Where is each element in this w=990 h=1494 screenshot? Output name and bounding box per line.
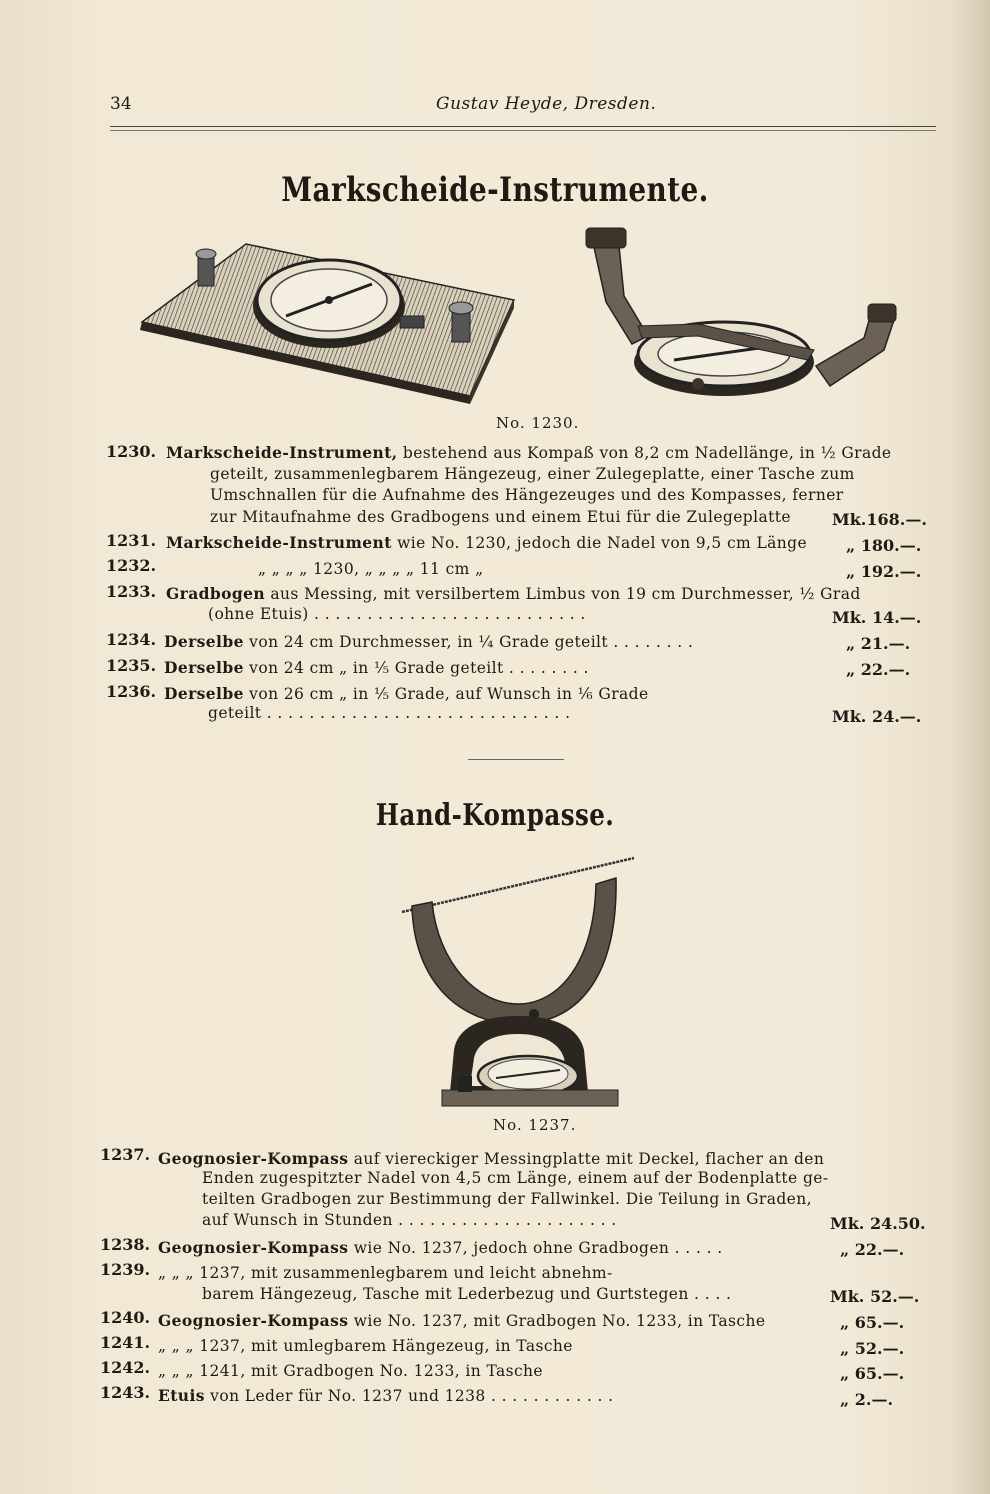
entry-number: 1243. [100, 1383, 151, 1402]
price-value: 52.—. [869, 1287, 920, 1306]
entry-line: zur Mitaufnahme des Gradbogens und einem Etui für die Zulegeplatte [210, 508, 791, 526]
hanging-compass-illustration [578, 226, 904, 402]
header-rule [110, 126, 936, 127]
entry-number: 1234. [106, 630, 157, 649]
entry-title: Derselbe [164, 684, 244, 703]
compass-plate-illustration [136, 236, 516, 406]
price-prefix: „ [840, 1240, 850, 1259]
entry-title: Gradbogen [166, 584, 266, 603]
price-value: 24.50. [869, 1214, 926, 1233]
price-prefix: Mk. [830, 1214, 865, 1233]
figure-caption-1237: No. 1237. [493, 1116, 577, 1134]
entry-price [832, 608, 921, 627]
entry-title: Derselbe [164, 658, 244, 677]
price-prefix: „ [840, 1313, 850, 1332]
entry-line: geteilt . . . . . . . . . . . . . . . . . . . . . . . . . . . . . [208, 704, 571, 722]
price-value: 168.—. [866, 510, 927, 529]
section-title-markscheide: Markscheide-Instrumente. [281, 170, 709, 210]
price-prefix: Mk. [832, 707, 867, 726]
entry-number: 1237. [100, 1145, 151, 1164]
price-prefix: „ [846, 562, 856, 581]
entry-number: 1231. [106, 531, 157, 550]
price-prefix: „ [846, 660, 856, 679]
entry-line [166, 584, 861, 603]
entry-title: Markscheide-Instrument [166, 533, 392, 552]
price-value: 52.—. [854, 1339, 905, 1358]
section-title-hand-kompasse: Hand-Kompasse. [375, 798, 615, 833]
entry-line: geteilt, zusammenlegbarem Hängezeug, einer Zulegeplatte, einer Tasche zum [210, 465, 855, 483]
entry-text: von 26 cm „ in ⅕ Grade, auf Wunsch in ⅙ Grade [243, 685, 649, 703]
entry-number: 1236. [106, 682, 157, 701]
price-value: 24.—. [871, 707, 922, 726]
entry-title: Geognosier-Kompass [158, 1238, 349, 1257]
entry-title: Geognosier-Kompass [158, 1149, 349, 1168]
entry-price [840, 1339, 904, 1358]
page-edge-shadow [950, 0, 990, 1494]
entry-number: 1239. [100, 1260, 151, 1279]
price-value: 65.—. [854, 1364, 905, 1383]
price-prefix: „ [846, 634, 856, 653]
price-prefix: Mk. [832, 510, 867, 529]
entry-price [840, 1390, 893, 1409]
entry-price [832, 707, 921, 726]
price-prefix: „ [840, 1339, 850, 1358]
running-title: Gustav Heyde, Dresden. [436, 94, 657, 114]
entry-line [166, 533, 807, 552]
entry-price [840, 1240, 904, 1259]
entry-text: von 24 cm Durchmesser, in ¼ Grade geteilt . . . . . . . . [243, 633, 694, 651]
entry-text: wie No. 1237, jedoch ohne Gradbogen . . . . . [348, 1239, 723, 1257]
entry-line: „ „ „ 1237, mit zusammenlegbarem und leicht abnehm- [158, 1264, 613, 1282]
entry-price [846, 634, 910, 653]
entry-text: wie No. 1230, jedoch die Nadel von 9,5 cm Länge [391, 534, 808, 552]
entry-number: 1238. [100, 1235, 151, 1254]
entry-line: „ „ „ 1241, mit Gradbogen No. 1233, in Tasche [158, 1362, 544, 1380]
price-prefix: „ [840, 1364, 850, 1383]
entry-price [840, 1364, 904, 1383]
entry-price [846, 660, 910, 679]
price-value: 65.—. [854, 1313, 905, 1332]
entry-line: (ohne Etuis) . . . . . . . . . . . . . . . . . . . . . . . . . . [208, 605, 586, 623]
entry-text: von 24 cm „ in ⅕ Grade geteilt . . . . . . . . [243, 659, 589, 677]
entry-line [164, 658, 589, 677]
entry-line: Enden zugespitzter Nadel von 4,5 cm Länge, einem auf der Bodenplatte ge- [202, 1169, 829, 1187]
price-value: 21.—. [860, 634, 911, 653]
page-number: 34 [110, 94, 132, 114]
header-rule-thin [110, 130, 936, 131]
entry-price [830, 1287, 919, 1306]
entry-title: Etuis [158, 1386, 205, 1405]
entry-line [164, 684, 649, 703]
entry-number: 1235. [106, 656, 157, 675]
price-value: 22.—. [860, 660, 911, 679]
entry-line [158, 1149, 824, 1168]
entry-price [846, 562, 921, 581]
entry-line: teilten Gradbogen zur Bestimmung der Fallwinkel. Die Teilung in Graden, [202, 1190, 812, 1208]
price-prefix: Mk. [832, 608, 867, 627]
entry-number: 1232. [106, 556, 157, 575]
entry-text: von Leder für No. 1237 und 1238 . . . . . . . . . . . . [204, 1387, 614, 1405]
entry-number: 1242. [100, 1358, 151, 1377]
entry-number: 1240. [100, 1308, 151, 1327]
figure-caption-1230: No. 1230. [496, 414, 580, 432]
price-prefix: „ [846, 536, 856, 555]
entry-price [830, 1214, 926, 1233]
price-value: 180.—. [860, 536, 922, 555]
price-value: 2.—. [854, 1390, 894, 1409]
entry-line: „ „ „ „ 1230, „ „ „ „ 11 cm „ [258, 560, 484, 578]
price-value: 22.—. [854, 1240, 905, 1259]
entry-number: 1241. [100, 1333, 151, 1352]
entry-text: wie No. 1237, mit Gradbogen No. 1233, in Tasche [348, 1312, 766, 1330]
entry-text: bestehend aus Kompaß von 8,2 cm Nadellänge, in ½ Grade [397, 444, 892, 462]
entry-text: auf viereckiger Messingplatte mit Deckel, flacher an den [348, 1150, 825, 1168]
entry-title: Derselbe [164, 632, 244, 651]
entry-title: Geognosier-Kompass [158, 1311, 349, 1330]
entry-number: 1233. [106, 582, 157, 601]
entry-line [158, 1311, 765, 1330]
entry-line: Umschnallen für die Aufnahme des Hängezeuges und des Kompasses, ferner [210, 486, 844, 504]
entry-line: „ „ „ 1237, mit umlegbarem Hängezeug, in Tasche [158, 1337, 573, 1355]
price-value: 14.—. [871, 608, 922, 627]
entry-price [846, 536, 921, 555]
entry-line [164, 632, 693, 651]
entry-line: barem Hängezeug, Tasche mit Lederbezug und Gurtstegen . . . . [202, 1285, 732, 1303]
entry-line [158, 1386, 614, 1405]
section-divider [468, 759, 564, 760]
entry-number: 1230. [106, 442, 157, 461]
geognosier-compass-illustration [398, 854, 638, 1112]
price-prefix: Mk. [830, 1287, 865, 1306]
entry-title: Markscheide-Instrument, [166, 443, 398, 462]
page-header [110, 94, 936, 118]
entry-line [158, 1238, 723, 1257]
entry-price [832, 510, 927, 529]
entry-text: aus Messing, mit versilbertem Limbus von 19 cm Durchmesser, ½ Grad [265, 585, 861, 603]
entry-line: auf Wunsch in Stunden . . . . . . . . . . . . . . . . . . . . . [202, 1211, 617, 1229]
price-prefix: „ [840, 1390, 850, 1409]
entry-price [840, 1313, 904, 1332]
entry-line [166, 443, 891, 462]
price-value: 192.—. [860, 562, 922, 581]
